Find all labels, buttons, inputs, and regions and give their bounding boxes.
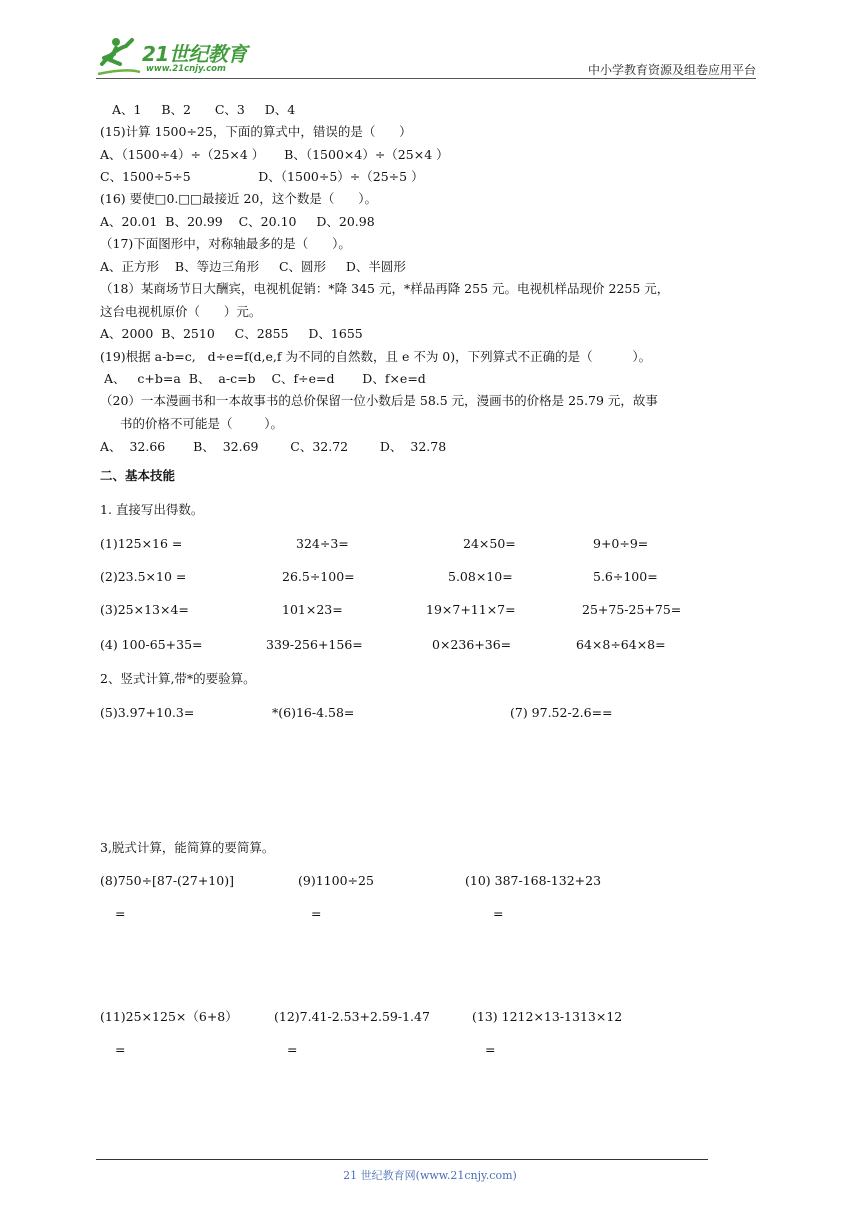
answer-eq-12: = [287, 1042, 298, 1057]
answer-eq-10: = [493, 906, 504, 921]
answer-eq-13: = [485, 1042, 496, 1057]
calc-1a: (1)125×16 = [100, 536, 183, 551]
q15-options-ab: A、（1500÷4）÷（25×4 ） B、（1500×4）÷（25×4 ） [100, 147, 449, 162]
section-heading: 二、基本技能 [100, 468, 176, 483]
calc-4b: 339-256+156= [266, 637, 363, 652]
brand-logo-url: www.21cnjy.com [146, 64, 226, 74]
q18-stem-line1: （18）某商场节日大酬宾，电视机促销：*降 345 元，*样品再降 255 元。电视机样品现价 2255 元， [100, 281, 670, 296]
q18-stem-line2: 这台电视机原价（ ）元。 [100, 304, 262, 319]
vertical-calc-7: (7) 97.52-2.6== [510, 705, 613, 720]
answer-eq-8: = [115, 906, 126, 921]
calc-2c: 5.08×10= [448, 569, 513, 584]
calc-4d: 64×8÷64×8= [576, 637, 666, 652]
calc-3b: 101×23= [282, 602, 343, 617]
q20-stem-line2: 书的价格不可能是（ ）。 [120, 416, 284, 431]
header-divider [96, 78, 756, 79]
calc-3d: 25+75-25+75= [582, 602, 682, 617]
platform-title: 中小学教育资源及组卷应用平台 [587, 63, 756, 77]
calc-4c: 0×236+36= [432, 637, 512, 652]
q17-stem: （17)下面图形中，对称轴最多的是（ ）。 [100, 236, 351, 251]
q17-options: A、正方形 B、等边三角形 C、圆形 D、半圆形 [100, 259, 406, 274]
answer-eq-11: = [115, 1042, 126, 1057]
step-calc-12: (12)7.41-2.53+2.59-1.47 [274, 1009, 430, 1024]
q16-options: A、20.01 B、20.99 C、20.10 D、20.98 [100, 214, 375, 229]
calc-2d: 5.6÷100= [593, 569, 658, 584]
calc-3a: (3)25×13×4= [100, 602, 189, 617]
step-calc-13: (13) 1212×13-1313×12 [472, 1009, 623, 1024]
part2-title: 2、竖式计算,带*的要验算。 [100, 671, 256, 686]
q15-stem: (15)计算 1500÷25，下面的算式中，错误的是（ ） [100, 124, 412, 139]
vertical-calc-6: *(6)16-4.58= [272, 705, 355, 720]
q20-options: A、 32.66 B、 32.69 C、32.72 D、 32.78 [100, 439, 447, 454]
step-calc-10: (10) 387-168-132+23 [465, 873, 602, 888]
q14-options: A、1 B、2 C、3 D、4 [112, 102, 296, 117]
calc-4a: (4) 100-65+35= [100, 637, 203, 652]
footer-link[interactable]: 21 世纪教育网(www.21cnjy.com) [343, 1169, 517, 1182]
vertical-calc-5: (5)3.97+10.3= [100, 705, 195, 720]
q20-stem-line1: （20）一本漫画书和一本故事书的总价保留一位小数后是 58.5 元，漫画书的价格是 25.79 元，故事 [100, 393, 658, 408]
step-calc-8: (8)750÷[87-(27+10)] [100, 873, 234, 888]
step-calc-9: (9)1100÷25 [298, 873, 374, 888]
q16-stem: (16) 要使□0.□□最接近 20，这个数是（ ）。 [100, 191, 377, 206]
q15-options-cd: C、1500÷5÷5 D、（1500÷5）÷（25÷5 ） [100, 169, 424, 184]
q19-options: A、 c+b=a B、 a-c=b C、f÷e=d D、f×e=d [100, 371, 426, 386]
calc-3c: 19×7+11×7= [426, 602, 516, 617]
answer-eq-9: = [311, 906, 322, 921]
calc-1d: 9+0÷9= [593, 536, 649, 551]
calc-2b: 26.5÷100= [282, 569, 355, 584]
part3-title: 3,脱式计算，能简算的要简算。 [100, 840, 275, 855]
q18-options: A、2000 B、2510 C、2855 D、1655 [100, 326, 363, 341]
calc-1b: 324÷3= [296, 536, 349, 551]
calc-2a: (2)23.5×10 = [100, 569, 187, 584]
q19-stem: (19)根据 a-b=c, d÷e=f(d,e,f 为不同的自然数，且 e 不为 0)，下列算式不正确的是（ ）。 [100, 349, 652, 364]
footer-divider [96, 1159, 708, 1160]
brand-logo-text: 21世纪教育 [142, 42, 247, 66]
part1-title: 1. 直接写出得数。 [100, 502, 204, 517]
calc-1c: 24×50= [463, 536, 516, 551]
step-calc-11: (11)25×125×（6+8） [100, 1009, 238, 1024]
